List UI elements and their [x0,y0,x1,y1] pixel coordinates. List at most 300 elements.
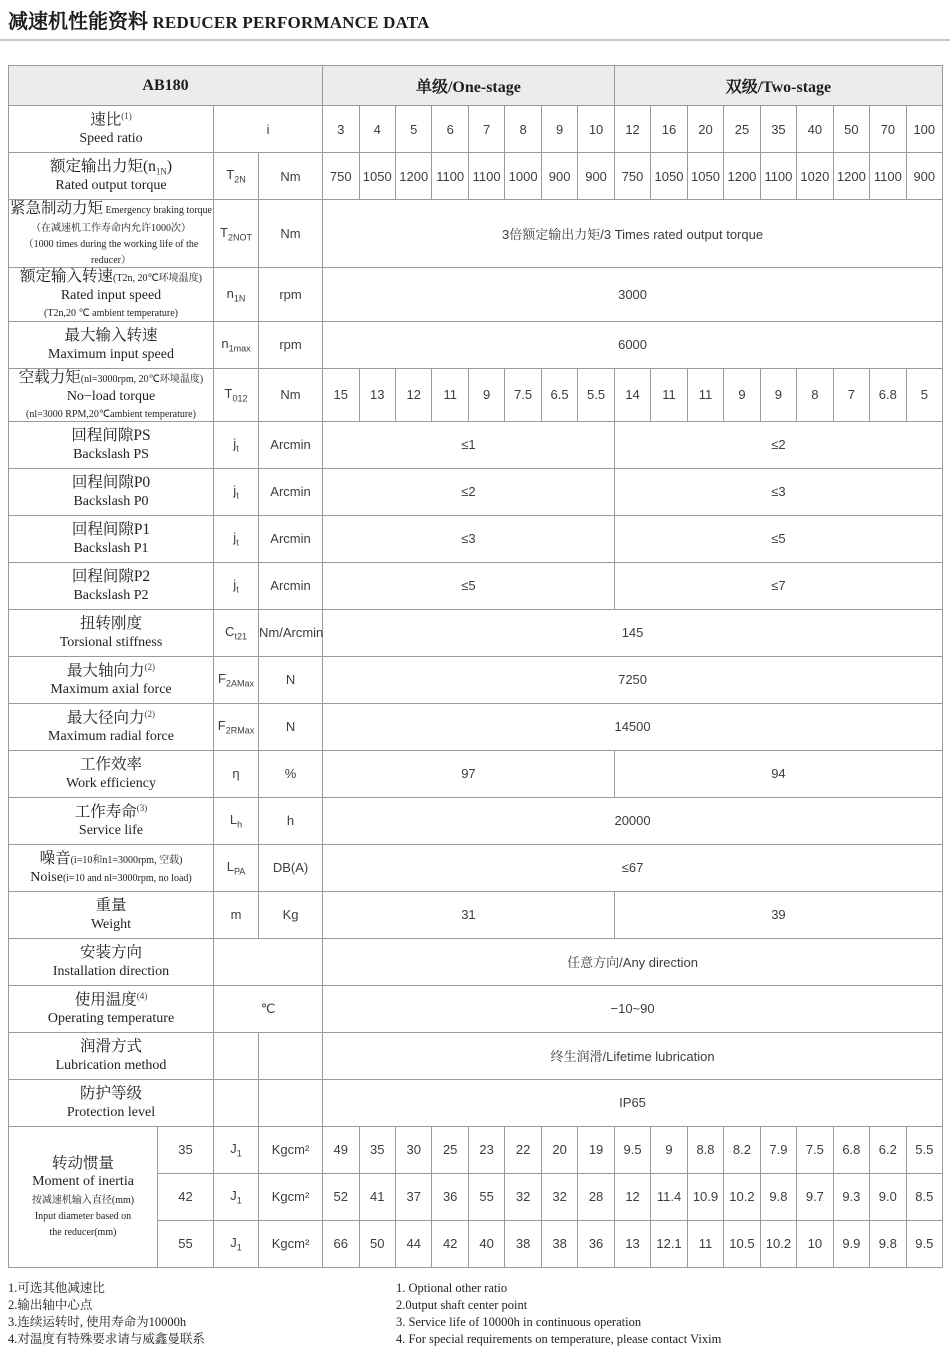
label-segment: 最大径向力 [66,708,145,726]
value-cell: 9 [724,368,760,421]
footnote-zh-1: 1.可选其他减速比 [8,1280,105,1295]
two-stage-value-cell: 94 [614,750,942,797]
label-segment: Maximum radial force [48,728,174,744]
value-cell: 10 [578,106,614,153]
row-label-cell [9,1032,214,1079]
label-line [9,1155,157,1174]
page-title [0,0,950,34]
footnote-en-2: 2.0utput shaft center point [396,1297,528,1312]
label-segment: Rated output torque [55,178,167,194]
value-span-cell: 任意方向/Any direction [323,938,943,985]
label-segment: 转动惯量 [51,1154,114,1172]
value-span-cell: 6000 [323,321,943,368]
page-title-zh: 减速机性能资料 [8,11,148,33]
row-label-cell [9,703,214,750]
label-line [9,111,213,130]
symbol-cell: $L_h$ [214,797,259,844]
value-cell: 9.8 [760,1173,796,1220]
symbol-cell: $C_{t21}$ [214,609,259,656]
footnotes-zh [8,1280,396,1348]
input-diameter-cell: 42 [158,1173,214,1220]
unit-cell: Nm [259,368,323,421]
value-cell: 52 [323,1173,359,1220]
row-label-cell [9,106,214,153]
value-cell: 25 [724,106,760,153]
symbol-cell: η [214,750,259,797]
inertia-label-cell [9,1126,158,1267]
value-cell: 6 [432,106,468,153]
value-cell: 36 [432,1173,468,1220]
symbol-cell: $T_{012}$ [214,368,259,421]
value-cell: 9.3 [833,1173,869,1220]
label-line [9,200,213,219]
label-line [9,1191,157,1207]
value-cell: 750 [614,153,650,200]
value-cell: 9.8 [870,1220,906,1267]
symbol-unit-cell [214,938,323,985]
value-cell: 44 [395,1220,431,1267]
value-cell: 9.5 [906,1220,943,1267]
label-segment: (nl=3000rpm, 20℃环境温度) [80,373,204,385]
label-segment: (i=10和n1=3000rpm, 空载) [70,854,183,866]
value-cell: 9.7 [797,1173,833,1220]
label-segment: Speed ratio [79,131,143,147]
unit-cell: Arcmin [259,468,323,515]
row-label-cell [9,750,214,797]
value-cell: 6.8 [833,1126,869,1173]
row-label-cell [9,468,214,515]
symbol-cell: $T_{2N}$ [214,153,259,200]
one-stage-value-cell: 31 [323,891,615,938]
value-cell: 25 [432,1126,468,1173]
label-segment: 最大轴向力 [66,661,145,679]
label-line [9,944,213,963]
value-cell: 8.5 [906,1173,943,1220]
row-label-cell [9,421,214,468]
value-cell: 8 [797,368,833,421]
value-cell: 9.0 [870,1173,906,1220]
unit-cell: Nm/Arcmin [259,609,323,656]
label-segment: (i=10 and nl=3000rpm, no load) [62,872,192,884]
label-segment: 空载力矩 [18,368,81,386]
label-line [9,1010,213,1027]
value-cell: 10.2 [724,1173,760,1220]
value-cell: 12 [614,1173,650,1220]
value-cell: 55 [468,1173,504,1220]
label-line [9,304,213,320]
label-segment: (nl=3000 RPM,20℃ambient temperature) [26,408,196,420]
label-line [9,1038,213,1057]
one-stage-header-cell: 单级/One-stage [323,66,615,106]
unit-cell: Kg [259,891,323,938]
value-cell: 1100 [760,153,796,200]
value-cell: 7 [468,106,504,153]
one-stage-value-cell: ≤3 [323,515,615,562]
unit-cell: Nm [259,200,323,268]
value-cell: 9 [651,1126,687,1173]
label-line [9,287,213,304]
two-stage-value-cell: ≤2 [614,421,942,468]
value-cell: 30 [395,1126,431,1173]
two-stage-value-cell: ≤5 [614,515,942,562]
label-line [9,474,213,493]
value-span-cell: 终生润滑/Lifetime lubrication [323,1032,943,1079]
row-label-cell [9,200,214,268]
value-cell: 13 [359,368,395,421]
footnote-en-4: 4. For special requirements on temperature, please contact Vixim [396,1331,722,1346]
value-cell: 13 [614,1220,650,1267]
value-span-cell: 7250 [323,656,943,703]
label-segment: Lubrication method [55,1057,167,1073]
label-line [9,756,213,775]
label-segment: Input diameter based on [34,1210,132,1222]
value-cell: 35 [760,106,796,153]
value-cell: 5.5 [906,1126,943,1173]
two-stage-value-cell: 39 [614,891,942,938]
value-cell: 1200 [395,153,431,200]
label-line [9,158,213,178]
value-cell: 6.2 [870,1126,906,1173]
value-cell: 28 [578,1173,614,1220]
unit-cell: DB(A) [259,844,323,891]
symbol-cell: $F_{2AMax}$ [214,656,259,703]
label-segment: Backslash PS [73,446,149,462]
page-title-en: REDUCER PERFORMANCE DATA [152,13,430,32]
value-cell: 7 [833,368,869,421]
label-segment: Noise [30,869,63,885]
value-cell: 5 [906,368,943,421]
unit-cell: N [259,703,323,750]
symbol-cell [214,1079,259,1126]
row-label-cell [9,562,214,609]
label-segment: Maximum axial force [50,681,172,697]
value-cell: 9 [468,368,504,421]
row-label-cell [9,368,214,421]
symbol-cell: $j_t$ [214,562,259,609]
label-segment: (3) [136,802,148,813]
label-segment: 回程间隙P0 [71,473,151,491]
label-line [9,1207,157,1223]
row-label-cell [9,844,214,891]
label-segment: 安装方向 [79,943,142,961]
label-line [9,634,213,651]
label-line [9,991,213,1010]
one-stage-value-cell: ≤1 [323,421,615,468]
footnote-zh-4: 4.对温度有特殊要求请与威鑫曼联系 [8,1331,205,1346]
label-segment: 速比 [90,111,122,129]
label-segment: 回程间隙P1 [71,520,151,538]
value-cell: 12 [395,368,431,421]
label-segment: 额定输出力矩(n [49,157,156,175]
row-label-cell [9,985,214,1032]
value-cell: 11 [651,368,687,421]
label-segment: 扭转刚度 [79,614,142,632]
value-cell: 750 [323,153,359,200]
row-label-cell [9,1079,214,1126]
value-cell: 23 [468,1126,504,1173]
symbol-cell: $J_1$ [214,1173,259,1220]
label-segment: 紧急制动力矩 [10,200,104,217]
value-cell: 5.5 [578,368,614,421]
value-cell: 32 [541,1173,577,1220]
value-cell: 9.9 [833,1220,869,1267]
label-segment: Weight [90,916,132,932]
label-line [9,850,213,869]
value-cell: 11 [687,1220,723,1267]
value-cell: 1000 [505,153,541,200]
label-line [9,130,213,147]
value-cell: 38 [541,1220,577,1267]
value-span-cell: IP65 [323,1079,943,1126]
label-line [9,822,213,839]
label-segment: 防护等级 [79,1084,142,1102]
symbol-cell: $L_{PA}$ [214,844,259,891]
label-line [9,268,213,287]
symbol-cell: $n_{1max}$ [214,321,259,368]
one-stage-value-cell: ≤2 [323,468,615,515]
label-line [9,1173,157,1190]
value-cell: 1100 [468,153,504,200]
value-cell: 1100 [870,153,906,200]
value-cell: 70 [870,106,906,153]
value-cell: 36 [578,1220,614,1267]
label-segment: Backslash P0 [73,493,149,509]
row-label-cell [9,891,214,938]
symbol-cell: $F_{2RMax}$ [214,703,259,750]
value-cell: 10.2 [760,1220,796,1267]
value-cell: 1200 [833,153,869,200]
value-cell: 100 [906,106,943,153]
symbol-cell: $J_1$ [214,1126,259,1173]
input-diameter-cell: 55 [158,1220,214,1267]
value-cell: 19 [578,1126,614,1173]
value-cell: 900 [578,153,614,200]
row-label-cell [9,268,214,321]
value-cell: 10.9 [687,1173,723,1220]
value-cell: 37 [395,1173,431,1220]
input-diameter-cell: 35 [158,1126,214,1173]
unit-cell: N [259,656,323,703]
value-cell: 7.5 [505,368,541,421]
value-cell: 7.5 [797,1126,833,1173]
value-span-cell: −10~90 [323,985,943,1032]
label-segment: 工作寿命 [74,802,137,820]
label-segment: Protection level [66,1104,156,1120]
label-line [9,1223,157,1239]
value-span-cell: 20000 [323,797,943,844]
label-line [9,1104,213,1121]
label-line [9,1085,213,1104]
symbol-cell: $j_t$ [214,468,259,515]
label-segment: the reducer(mm) [49,1226,117,1238]
label-segment: 使用温度 [74,990,137,1008]
value-cell: 7.9 [760,1126,796,1173]
label-segment: 重量 [95,896,127,914]
unit-cell: rpm [259,321,323,368]
label-segment: 回程间隙P2 [71,567,151,585]
value-span-cell: 3倍额定输出力矩/3 Times rated output torque [323,200,943,268]
label-segment: Emergency braking torque [103,205,212,216]
label-segment: Torsional stiffness [59,634,163,650]
value-cell: 66 [323,1220,359,1267]
value-cell: 35 [359,1126,395,1173]
value-cell: 32 [505,1173,541,1220]
value-cell: 40 [797,106,833,153]
value-cell: 1050 [687,153,723,200]
label-segment: (2) [144,708,155,719]
value-cell: 50 [359,1220,395,1267]
value-cell: 3 [323,106,359,153]
label-line [9,897,213,916]
symbol-cell: m [214,891,259,938]
value-cell: 8 [505,106,541,153]
performance-table [8,65,943,1268]
unit-cell [259,1079,323,1126]
value-cell: 6.8 [870,368,906,421]
value-cell: 1100 [432,153,468,200]
value-cell: 12 [614,106,650,153]
value-cell: 1050 [651,153,687,200]
label-segment: Operating temperature [47,1010,175,1026]
value-cell: 12.1 [651,1220,687,1267]
label-line [9,405,213,421]
label-segment: (1) [121,110,132,121]
label-line [9,1057,213,1074]
symbol-unit-cell: ℃ [214,985,323,1032]
unit-cell: Kgcm² [259,1173,323,1220]
label-segment: No−load torque [66,388,156,404]
label-segment: (T2n, 20℃环境温度) [113,273,202,285]
unit-cell: Kgcm² [259,1220,323,1267]
label-segment: （在减速机工作寿命内允许1000次） [31,222,191,234]
value-cell: 8.2 [724,1126,760,1173]
symbol-unit-cell: i [214,106,323,153]
label-segment: (4) [136,990,148,1001]
unit-cell: Arcmin [259,562,323,609]
label-segment: 工作效率 [79,755,142,773]
unit-cell: Arcmin [259,515,323,562]
unit-cell: Nm [259,153,323,200]
value-cell: 10 [797,1220,833,1267]
label-line [9,177,213,194]
footnotes [8,1280,942,1348]
row-label-cell [9,153,214,200]
value-cell: 1200 [724,153,760,200]
footnote-zh-2: 2.输出轴中心点 [8,1297,93,1312]
label-line [9,775,213,792]
label-line [9,963,213,980]
two-stage-value-cell: ≤7 [614,562,942,609]
label-line [9,521,213,540]
value-cell: 20 [687,106,723,153]
label-segment: 最大输入转速 [64,326,158,344]
label-segment: 润滑方式 [79,1037,142,1055]
value-cell: 42 [432,1220,468,1267]
symbol-cell: $j_t$ [214,515,259,562]
value-cell: 16 [651,106,687,153]
label-segment: Backslash P1 [73,540,149,556]
label-segment: Rated input speed [60,288,162,304]
value-span-cell: 14500 [323,703,943,750]
symbol-cell: $J_1$ [214,1220,259,1267]
label-segment: 1N [155,166,167,177]
label-line [9,540,213,557]
label-line [9,388,213,405]
label-line [9,728,213,745]
label-line [9,427,213,446]
label-line [9,568,213,587]
unit-cell: Kgcm² [259,1126,323,1173]
value-cell: 900 [541,153,577,200]
value-cell: 15 [323,368,359,421]
symbol-cell [214,1032,259,1079]
one-stage-value-cell: ≤5 [323,562,615,609]
label-segment: Installation direction [52,963,170,979]
row-label-cell [9,515,214,562]
value-span-cell: 3000 [323,268,943,321]
label-line [9,235,213,267]
value-cell: 20 [541,1126,577,1173]
value-cell: 38 [505,1220,541,1267]
value-cell: 9 [760,368,796,421]
label-line [9,493,213,510]
two-stage-header-cell: 双级/Two-stage [614,66,942,106]
row-label-cell [9,321,214,368]
value-cell: 1020 [797,153,833,200]
two-stage-value-cell: ≤3 [614,468,942,515]
row-label-cell [9,797,214,844]
value-cell: 10.5 [724,1220,760,1267]
value-cell: 49 [323,1126,359,1173]
unit-cell: % [259,750,323,797]
unit-cell: Arcmin [259,421,323,468]
value-cell: 50 [833,106,869,153]
value-cell: 8.8 [687,1126,723,1173]
label-line [9,709,213,728]
label-segment: 按减速机输入直径(mm) [31,1194,135,1206]
label-line [9,369,213,388]
label-line [9,681,213,698]
footnote-en-3: 3. Service life of 10000h in continuous operation [396,1314,642,1329]
label-segment: 额定输入转速 [19,268,113,286]
value-cell: 6.5 [541,368,577,421]
symbol-cell: $j_t$ [214,421,259,468]
row-label-cell [9,938,214,985]
value-cell: 11.4 [651,1173,687,1220]
symbol-cell: $T_{2NOT}$ [214,200,259,268]
value-cell: 5 [395,106,431,153]
label-line [9,615,213,634]
label-segment: Service life [78,822,144,838]
value-cell: 11 [687,368,723,421]
value-cell: 4 [359,106,395,153]
symbol-cell: $n_{1N}$ [214,268,259,321]
footnote-en-1: 1. Optional other ratio [396,1280,508,1295]
label-segment: ) [166,157,173,175]
one-stage-value-cell: 97 [323,750,615,797]
label-line [9,327,213,346]
label-line [9,587,213,604]
footnotes-en [396,1280,942,1348]
value-span-cell: ≤67 [323,844,943,891]
unit-cell: h [259,797,323,844]
value-cell: 9 [541,106,577,153]
label-segment: (2) [144,661,155,672]
label-line [9,916,213,933]
unit-cell [259,1032,323,1079]
value-cell: 1050 [359,153,395,200]
label-line [9,869,213,886]
